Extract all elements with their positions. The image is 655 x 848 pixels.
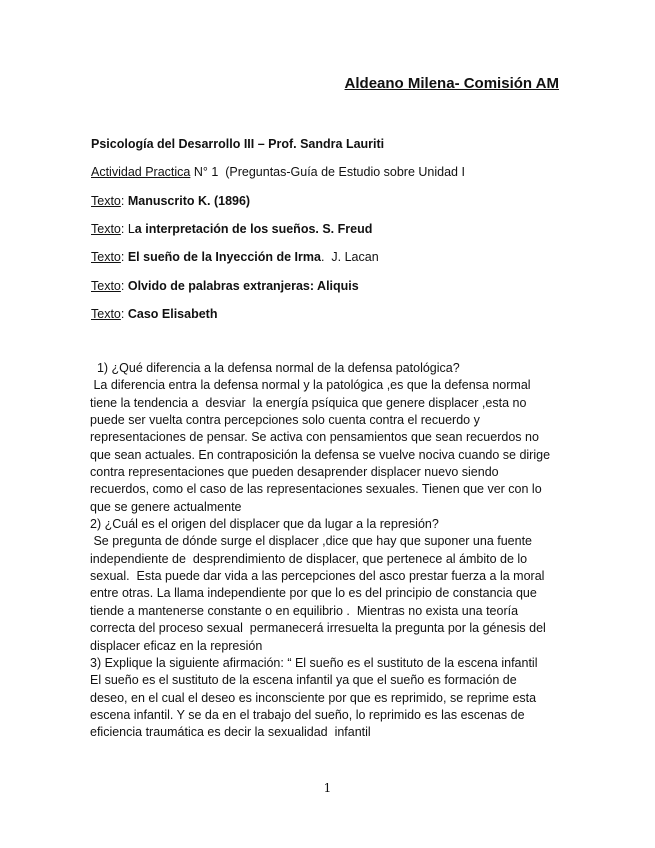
- text-title: a interpretación de los sueños. S. Freud: [134, 222, 373, 236]
- text-label: Texto: [91, 307, 121, 321]
- text-separator: :: [120, 194, 128, 208]
- body-line: que sean actuales. En contraposición la defensa se vuelve nociva cuando se dirige: [90, 447, 551, 462]
- text-separator: :: [120, 250, 128, 264]
- text-reference: [91, 278, 359, 294]
- body-line: Se pregunta de dónde surge el displacer ,dice que hay que suponer una fuente: [90, 534, 532, 549]
- text-label: Texto: [91, 250, 121, 264]
- body-line: deseo, en el cual el deseo es inconsciente por que es reprimido, se reprime esta: [90, 690, 537, 705]
- activity-line: [91, 164, 465, 180]
- activity-description: N° 1 (Preguntas-Guía de Estudio sobre Unidad I: [190, 165, 465, 179]
- text-separator: :: [120, 279, 128, 293]
- body-line: tiende a mantenerse constante o en equilibrio . Mientras no exista una teoría: [90, 603, 519, 618]
- body-line: El sueño es el sustituto de la escena infantil ya que el sueño es formación de: [90, 673, 517, 688]
- body-line: independiente de desprendimiento de displacer, que pertenece al ámbito de lo: [90, 551, 528, 566]
- activity-label: Actividad Practica: [91, 165, 191, 179]
- text-reference: [91, 221, 372, 237]
- body-line: eficiencia traumática es decir la sexualidad infantil: [90, 725, 371, 740]
- body-line: 1) ¿Qué diferencia a la defensa normal de la defensa patológica?: [90, 361, 460, 375]
- text-title: Caso Elisabeth: [127, 307, 218, 321]
- text-reference: [91, 193, 250, 209]
- author-heading: Aldeano Milena- Comisión AM: [344, 75, 559, 92]
- body-line: contra representaciones que pueden desaprender displacer nuevo siendo: [90, 465, 499, 480]
- body-line: representaciones de pensar. Se activa con pensamientos que sean recuerdos no: [90, 430, 539, 445]
- body-line: 2) ¿Cuál es el origen del displacer que da lugar a la represión?: [90, 517, 439, 532]
- body-line: La diferencia entra la defensa normal y la patológica ,es que la defensa normal: [90, 378, 531, 393]
- text-title: Manuscrito K. (1896): [127, 194, 251, 208]
- text-title: Olvido de palabras extranjeras: Aliquis: [127, 279, 359, 293]
- text-separator: :: [120, 307, 128, 321]
- body-line: puede ser vuelta contra percepciones solo cuenta contra el recuerdo y: [90, 413, 480, 428]
- text-author: . J. Lacan: [320, 250, 379, 264]
- body-line: 3) Explique la siguiente afirmación: “ El sueño es el sustituto de la escena infantil: [90, 655, 538, 670]
- body-line: sexual. Esta puede dar vida a las percepciones del asco prestar fuerza a la moral: [90, 569, 545, 584]
- page-number: 1: [323, 781, 332, 795]
- body-line: que se genere actualmente: [90, 499, 242, 514]
- text-title: El sueño de la Inyección de Irma: [127, 250, 321, 264]
- body-line: escena infantil. Y se da en el trabajo del sueño, lo reprimido es las escenas de: [90, 707, 525, 722]
- text-label: Texto: [91, 194, 121, 208]
- text-label: Texto: [91, 279, 121, 293]
- text-reference: [91, 249, 379, 265]
- course-title: Psicología del Desarrollo III – Prof. Sandra Lauriti: [91, 137, 385, 151]
- text-separator: : L: [120, 222, 135, 236]
- answers-body: [90, 360, 580, 742]
- body-line: recuerdos, como el caso de las representaciones sexuales. Tienen que ver con lo: [90, 482, 542, 497]
- body-line: tiene la tendencia a desviar la energía psíquica que genere displacer ,esta no: [90, 395, 527, 410]
- body-line: entre otras. La llama independiente por que lo es del principio de constancia que: [90, 586, 537, 601]
- text-label: Texto: [91, 222, 121, 236]
- body-line: displacer eficaz en la represión: [90, 638, 263, 653]
- text-reference: [91, 306, 217, 322]
- body-line: correcta del proceso sexual permanecerá irresuelta la pregunta por la génesis del: [90, 621, 546, 636]
